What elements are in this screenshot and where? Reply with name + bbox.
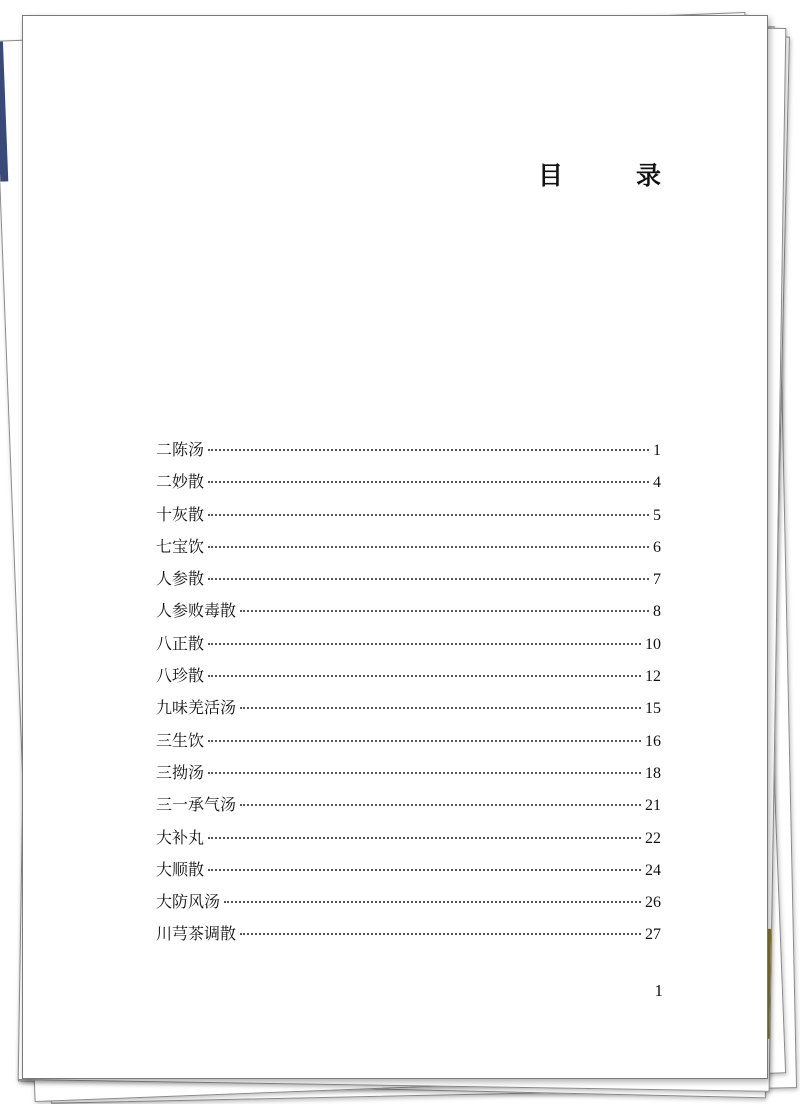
page-number: 1 xyxy=(654,981,663,1000)
toc-entry-page: 15 xyxy=(645,700,661,718)
toc-entry-label: 大防风汤 xyxy=(156,892,221,912)
toc-entry-label: 三拗汤 xyxy=(156,762,205,782)
toc-entry-page: 16 xyxy=(645,732,661,750)
dot-leader xyxy=(240,610,649,612)
dot-leader xyxy=(208,546,649,548)
toc-entry-label: 七宝饮 xyxy=(156,536,205,556)
toc-entry xyxy=(156,854,661,886)
dot-leader xyxy=(208,675,641,677)
toc-entry-label: 八正散 xyxy=(156,633,205,653)
toc-entry-label: 三生饮 xyxy=(156,730,205,750)
toc-entry xyxy=(156,563,661,595)
toc-entry xyxy=(156,822,661,854)
dot-leader xyxy=(208,514,649,516)
toc-entry-page: 10 xyxy=(645,635,661,653)
toc-entry-label: 川芎茶调散 xyxy=(156,924,237,944)
toc-entry xyxy=(156,628,661,660)
toc-entry-label: 三一承气汤 xyxy=(156,795,237,815)
dot-leader xyxy=(208,481,649,483)
toc-entry-page: 26 xyxy=(645,894,661,912)
toc-entry-label: 二妙散 xyxy=(156,472,205,492)
toc-entry xyxy=(156,725,661,757)
toc-entry-page: 8 xyxy=(653,603,661,621)
dot-leader xyxy=(208,643,641,645)
toc-entry-label: 大补丸 xyxy=(156,827,205,847)
toc-entry xyxy=(156,918,661,950)
dot-leader xyxy=(208,772,641,774)
toc-entry-page: 18 xyxy=(645,764,661,782)
document-page xyxy=(22,15,768,1079)
toc-entry-page: 21 xyxy=(645,797,661,815)
dot-leader xyxy=(208,578,649,580)
toc-entry xyxy=(156,595,661,627)
toc-entry-page: 27 xyxy=(645,926,661,944)
toc-entry xyxy=(156,434,661,466)
toc-entry-label: 九味羌活汤 xyxy=(156,698,237,718)
toc-entry-label: 二陈汤 xyxy=(156,440,205,459)
dot-leader xyxy=(208,449,649,451)
toc-entry-label: 八珍散 xyxy=(156,666,205,686)
toc-entry-page: 24 xyxy=(645,861,661,879)
dot-leader xyxy=(208,740,641,742)
toc-entry-page: 5 xyxy=(653,506,661,524)
toc-entry xyxy=(156,660,661,692)
dot-leader xyxy=(208,837,641,839)
sheet-edge-accent xyxy=(0,41,8,181)
dot-leader xyxy=(240,707,641,709)
table-of-contents xyxy=(156,434,661,951)
toc-entry xyxy=(156,466,661,498)
toc-entry-label: 人参散 xyxy=(156,569,205,589)
toc-entry xyxy=(156,757,661,789)
toc-entry-page: 6 xyxy=(653,538,661,556)
toc-entry-page: 7 xyxy=(653,571,661,589)
toc-entry-label: 十灰散 xyxy=(156,504,205,524)
toc-entry-page: 4 xyxy=(653,474,661,492)
dot-leader xyxy=(208,869,641,871)
dot-leader xyxy=(240,933,641,935)
toc-entry-page: 12 xyxy=(645,668,661,686)
toc-entry-label: 大顺散 xyxy=(156,859,205,879)
toc-entry xyxy=(156,886,661,918)
toc-entry xyxy=(156,692,661,724)
toc-entry xyxy=(156,789,661,821)
dot-leader xyxy=(224,901,641,903)
dot-leader xyxy=(240,804,641,806)
toc-entry-label: 人参败毒散 xyxy=(156,601,237,621)
toc-entry-page: 22 xyxy=(645,829,661,847)
toc-entry xyxy=(156,531,661,563)
page-title: 目 录 xyxy=(537,161,685,190)
toc-entry-page: 1 xyxy=(653,442,661,459)
toc-entry xyxy=(156,499,661,531)
